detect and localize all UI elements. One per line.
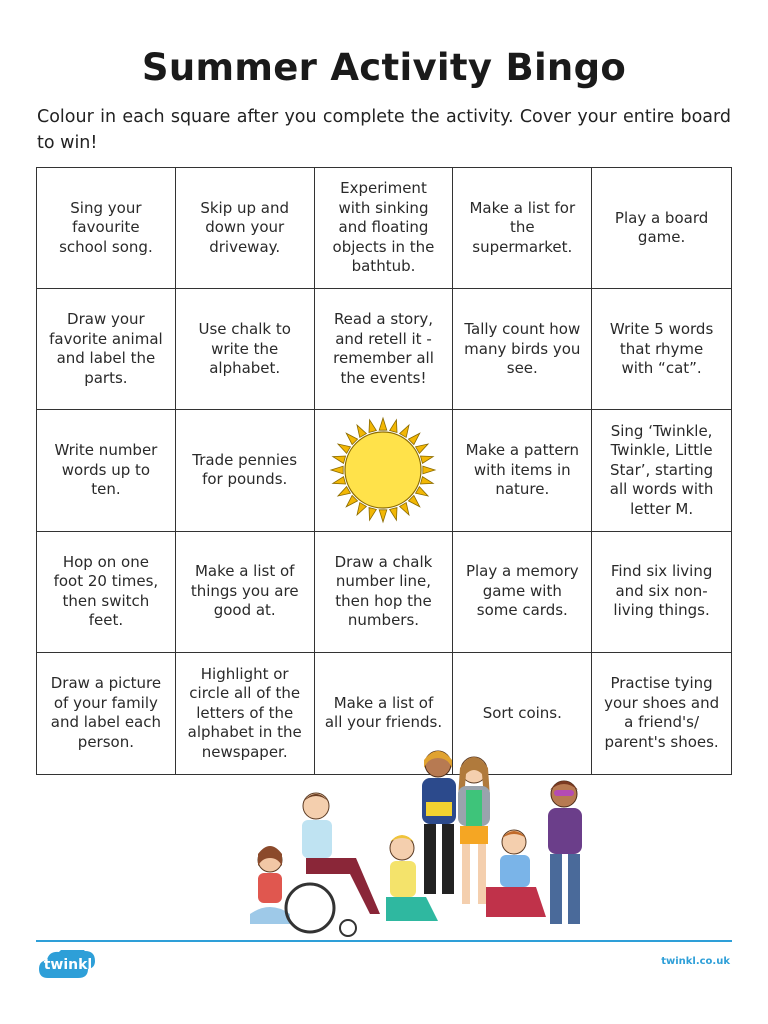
bingo-square[interactable] (592, 168, 731, 289)
bingo-square[interactable] (315, 289, 454, 410)
square-label: Trade pennies for pounds. (192, 450, 298, 489)
square-label: Find six living and six non-living things. (610, 562, 713, 620)
bingo-square[interactable] (453, 410, 592, 531)
bingo-square[interactable] (176, 289, 315, 410)
child-figure (458, 757, 490, 904)
bingo-square[interactable] (37, 168, 176, 289)
square-label: Make a list of things you are good at. (190, 562, 299, 620)
children-illustration (236, 742, 596, 942)
square-label: Write number words up to ten. (54, 441, 158, 499)
square-label: Make a list for the supermarket. (469, 198, 576, 256)
bingo-square[interactable] (592, 532, 731, 653)
twinkl-logo (38, 950, 98, 980)
bingo-square[interactable] (37, 289, 176, 410)
logo-text: twinkl (43, 957, 93, 973)
square-label: Practise tying your shoes and a friend's/ parent's shoes. (604, 674, 720, 751)
child-figure (486, 830, 546, 917)
child-figure (286, 793, 380, 936)
square-label: Highlight or circle all of the letters of the alphabet in the newspaper. (187, 664, 302, 761)
square-label: Sort coins. (482, 703, 562, 722)
bingo-square[interactable] (315, 532, 454, 653)
square-label: Experiment with sinking and floating objects in the bathtub. (332, 179, 435, 276)
square-label: Write 5 words that rhyme with “cat”. (609, 320, 714, 378)
bingo-square[interactable] (592, 410, 731, 531)
bingo-square[interactable] (315, 168, 454, 289)
bingo-square[interactable] (37, 410, 176, 531)
free-square[interactable] (315, 410, 454, 531)
child-figure (548, 781, 582, 924)
square-label: Sing ‘Twinkle, Twinkle, Little Star’, starting all words with letter M. (609, 421, 714, 518)
child-figure (250, 846, 290, 924)
bingo-square[interactable] (453, 168, 592, 289)
bingo-square[interactable] (176, 410, 315, 531)
bingo-square[interactable] (176, 168, 315, 289)
child-figure (422, 751, 456, 894)
square-label: Skip up and down your driveway. (200, 198, 290, 256)
square-label: Make a pattern with items in nature. (465, 441, 579, 499)
bingo-square[interactable] (37, 532, 176, 653)
website-url[interactable]: twinkl.co.uk (661, 956, 730, 967)
square-label: Draw a picture of your family and label each person. (50, 674, 162, 751)
bingo-board (36, 167, 732, 775)
square-label: Read a story, and retell it - remember all the events! (333, 310, 434, 387)
square-label: Hop on one foot 20 times, then switch feet. (53, 552, 159, 630)
square-label: Play a board game. (614, 208, 709, 247)
bingo-square[interactable] (37, 653, 176, 774)
sun-icon (327, 414, 439, 526)
bingo-square[interactable] (453, 532, 592, 653)
bingo-square[interactable] (592, 289, 731, 410)
square-label: Draw your favorite animal and label the parts. (49, 310, 163, 387)
page-title: Summer Activity Bingo (141, 46, 627, 89)
bingo-square[interactable] (176, 532, 315, 653)
square-label: Make a list of all your friends. (324, 693, 443, 732)
square-label: Sing your favourite school song. (59, 198, 153, 256)
bingo-square[interactable] (592, 653, 731, 774)
instructions: Colour in each square after you complete the activity. Cover your entire board to win! (37, 107, 731, 153)
square-label: Tally count how many birds you see. (464, 320, 581, 378)
footer-divider (36, 940, 732, 942)
square-label: Play a memory game with some cards. (465, 562, 579, 620)
square-label: Use chalk to write the alphabet. (198, 320, 291, 378)
square-label: Draw a chalk number line, then hop the numbers. (334, 552, 433, 630)
bingo-square[interactable] (453, 289, 592, 410)
